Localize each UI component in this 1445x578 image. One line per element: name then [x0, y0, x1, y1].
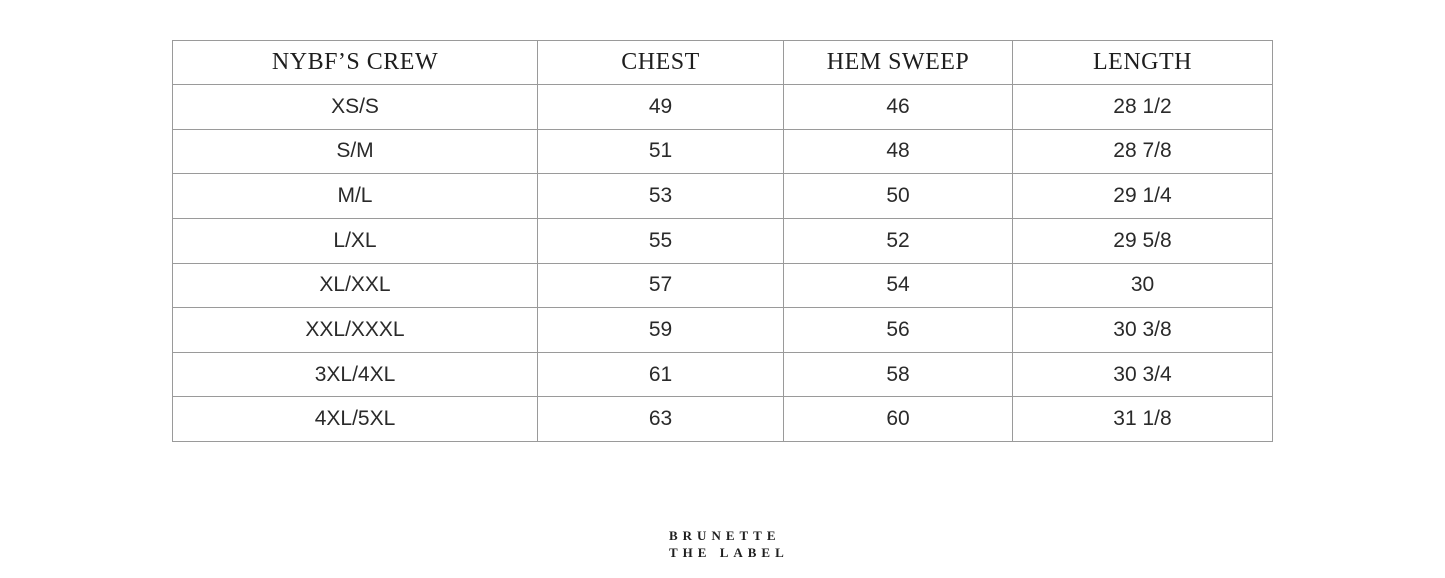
chest-cell: 59: [538, 308, 784, 353]
size-cell: XS/S: [173, 85, 538, 130]
header-cell-product: NYBF’S CREW: [173, 41, 538, 85]
length-cell: 30 3/8: [1013, 308, 1273, 353]
size-cell: 3XL/4XL: [173, 352, 538, 397]
chest-cell: 55: [538, 218, 784, 263]
table-header-row: [173, 41, 1273, 85]
size-chart-table: [172, 40, 1273, 442]
size-cell: M/L: [173, 174, 538, 219]
hem-sweep-cell: 54: [784, 263, 1013, 308]
chest-cell: 61: [538, 352, 784, 397]
table-row: [173, 397, 1273, 442]
chest-cell: 53: [538, 174, 784, 219]
size-cell: S/M: [173, 129, 538, 174]
table-row: [173, 85, 1273, 130]
table-row: [173, 352, 1273, 397]
length-cell: 28 1/2: [1013, 85, 1273, 130]
chest-cell: 51: [538, 129, 784, 174]
length-cell: 28 7/8: [1013, 129, 1273, 174]
hem-sweep-cell: 58: [784, 352, 1013, 397]
length-cell: 29 1/4: [1013, 174, 1273, 219]
size-cell: XL/XXL: [173, 263, 538, 308]
length-cell: 30 3/4: [1013, 352, 1273, 397]
length-cell: 30: [1013, 263, 1273, 308]
chest-cell: 49: [538, 85, 784, 130]
size-cell: XXL/XXXL: [173, 308, 538, 353]
size-cell: L/XL: [173, 218, 538, 263]
hem-sweep-cell: 56: [784, 308, 1013, 353]
table-row: [173, 218, 1273, 263]
chest-cell: 63: [538, 397, 784, 442]
brand-logo: [669, 527, 789, 561]
hem-sweep-cell: 60: [784, 397, 1013, 442]
table-row: [173, 174, 1273, 219]
length-cell: 31 1/8: [1013, 397, 1273, 442]
header-cell-chest: CHEST: [538, 41, 784, 85]
size-cell: 4XL/5XL: [173, 397, 538, 442]
chest-cell: 57: [538, 263, 784, 308]
header-cell-hem-sweep: HEM SWEEP: [784, 41, 1013, 85]
length-cell: 29 5/8: [1013, 218, 1273, 263]
table-row: [173, 129, 1273, 174]
brand-logo-line2: THE LABEL: [669, 545, 789, 560]
hem-sweep-cell: 48: [784, 129, 1013, 174]
brand-logo-line1: BRUNETTE: [669, 528, 781, 543]
table-row: [173, 308, 1273, 353]
hem-sweep-cell: 50: [784, 174, 1013, 219]
hem-sweep-cell: 46: [784, 85, 1013, 130]
header-cell-length: LENGTH: [1013, 41, 1273, 85]
hem-sweep-cell: 52: [784, 218, 1013, 263]
table-row: [173, 263, 1273, 308]
